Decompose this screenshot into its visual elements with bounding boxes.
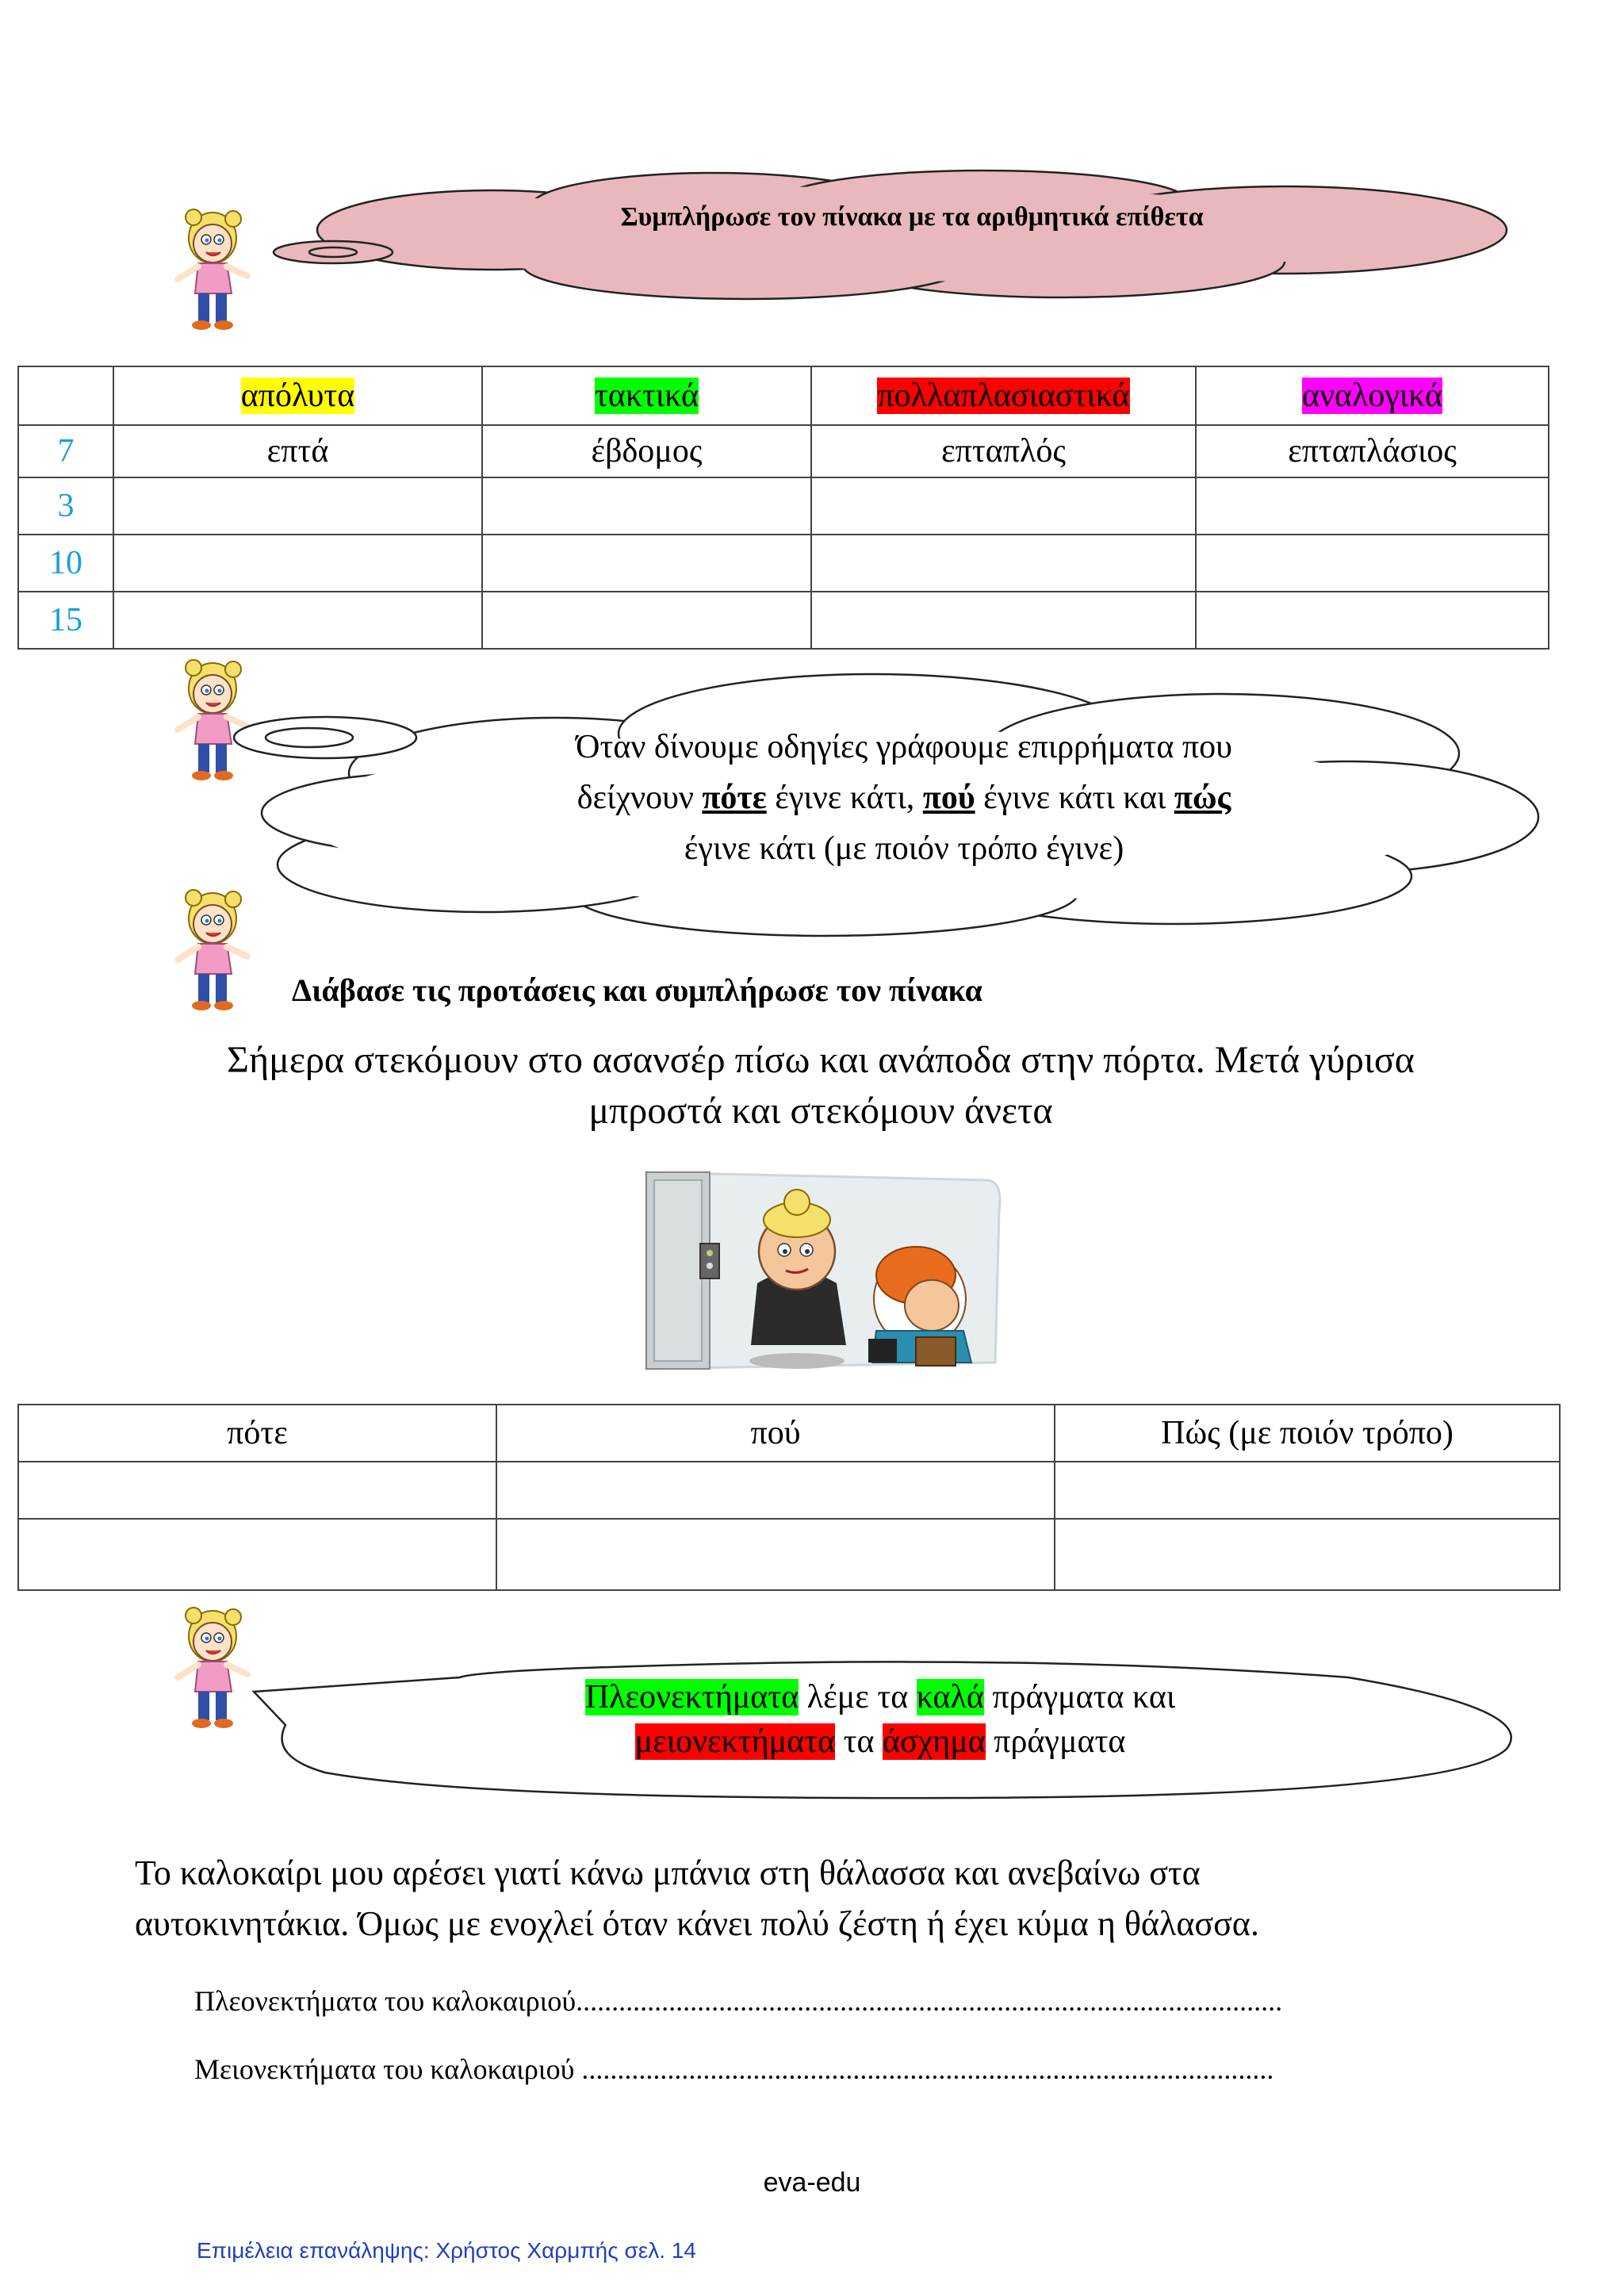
numeral-adjectives-table xyxy=(17,366,1549,650)
header-cell xyxy=(482,366,811,425)
answer-cell[interactable] xyxy=(1196,592,1549,649)
pros-answer-line[interactable]: Πλεονεκτήματα του καλοκαιριού................................................................................................... xyxy=(194,1985,1283,2017)
table-row xyxy=(18,1519,1560,1590)
instruction-bubble-text: Συμπλήρωσε τον πίνακα με τα αριθμητικά επίθετα xyxy=(620,202,1204,232)
row-number: 7 xyxy=(18,425,113,477)
answer-cell[interactable] xyxy=(1055,1462,1560,1519)
answer-cell[interactable] xyxy=(18,1462,496,1519)
row-number: 10 xyxy=(18,535,113,592)
answer-cell[interactable] xyxy=(113,477,482,535)
header-ordinal: τακτικά xyxy=(594,378,699,414)
header-where: πού xyxy=(496,1405,1055,1462)
answer-cell[interactable] xyxy=(811,592,1196,649)
table-header-row xyxy=(18,1405,1560,1462)
speech-bubble-shape xyxy=(270,167,1522,309)
girl-mascot-icon xyxy=(163,200,259,335)
table-row xyxy=(18,535,1549,592)
table-corner-cell xyxy=(18,366,113,425)
adverbs-table xyxy=(17,1404,1561,1591)
answer-cell[interactable] xyxy=(496,1519,1055,1590)
header-absolute: απόλυτα xyxy=(240,378,355,414)
table-cell: επτά xyxy=(113,425,482,477)
answer-cell[interactable] xyxy=(113,592,482,649)
header-how: Πώς (με ποιόν τρόπο) xyxy=(1055,1405,1560,1462)
header-multiplicative: πολλαπλασιαστικά xyxy=(877,378,1130,414)
header-cell xyxy=(113,366,482,425)
table-row xyxy=(18,592,1549,649)
passage-summer: Το καλοκαίρι μου αρέσει γιατί κάνω μπάνια στη θάλασσα και ανεβαίνω στα αυτοκινητάκια. Όμως με ενοχλεί όταν κάνει πολύ ζέστη ή έχει κύμα η θάλασσα. xyxy=(135,1853,1259,1943)
table-cell: επταπλάσιος xyxy=(1196,425,1549,477)
header-cell xyxy=(811,366,1196,425)
table-row xyxy=(18,1462,1560,1519)
answer-cell[interactable] xyxy=(811,477,1196,535)
answer-cell[interactable] xyxy=(482,535,811,592)
table-row xyxy=(18,425,1549,477)
answer-cell[interactable] xyxy=(482,592,811,649)
bubble-line: δείχνουν πότε έγινε κάτι, πού έγινε κάτι και πώς xyxy=(576,780,1231,816)
passage-elevator: Σήμερα στεκόμουν στο ασανσέρ πίσω και ανάποδα στην πόρτα. Μετά γύρισα μπροστά και στεκόμουν άνετα xyxy=(227,1039,1415,1132)
header-when: πότε xyxy=(18,1405,496,1462)
bubble-line: μειονεκτήματα τα άσχημα πράγματα xyxy=(634,1723,1126,1760)
cons-answer-line[interactable]: Μειονεκτήματα του καλοκαιριού ................................................................................................. xyxy=(194,2053,1274,2085)
girl-mascot-icon xyxy=(163,880,259,1015)
adverbs-bubble-text xyxy=(428,722,1380,874)
footer-site: eva-edu xyxy=(763,2168,861,2198)
bubble-line: έγινε κάτι (με ποιόν τρόπο έγινε) xyxy=(684,830,1124,867)
answer-cell[interactable] xyxy=(1196,477,1549,535)
row-number: 15 xyxy=(18,592,113,649)
instruction-heading: Διάβασε τις προτάσεις και συμπλήρωσε τον πίνακα xyxy=(292,972,982,1008)
answer-cell[interactable] xyxy=(1196,535,1549,592)
answer-cell[interactable] xyxy=(811,535,1196,592)
header-cell xyxy=(1196,366,1549,425)
footer-credit: Επιμέλεια επανάληψης: Χρήστος Χαρμπής σελ. 14 xyxy=(197,2238,696,2263)
answer-cell[interactable] xyxy=(496,1462,1055,1519)
table-row xyxy=(18,477,1549,535)
answer-cell[interactable] xyxy=(18,1519,496,1590)
bubble-line: Όταν δίνουμε οδηγίες γράφουμε επιρρήματα που xyxy=(576,729,1232,765)
bubble-line: Πλεονεκτήματα λέμε τα καλά πράγματα και xyxy=(584,1679,1176,1715)
answer-cell[interactable] xyxy=(113,535,482,592)
answer-cell[interactable] xyxy=(482,477,811,535)
elevator-illustration xyxy=(638,1164,1003,1377)
table-header-row xyxy=(18,366,1549,425)
row-number: 3 xyxy=(18,477,113,535)
table-cell: επταπλός xyxy=(811,425,1196,477)
answer-cell[interactable] xyxy=(1055,1519,1560,1590)
table-cell: έβδομος xyxy=(482,425,811,477)
header-proportional: αναλογικά xyxy=(1301,378,1443,414)
pros-cons-bubble-text xyxy=(476,1675,1285,1764)
